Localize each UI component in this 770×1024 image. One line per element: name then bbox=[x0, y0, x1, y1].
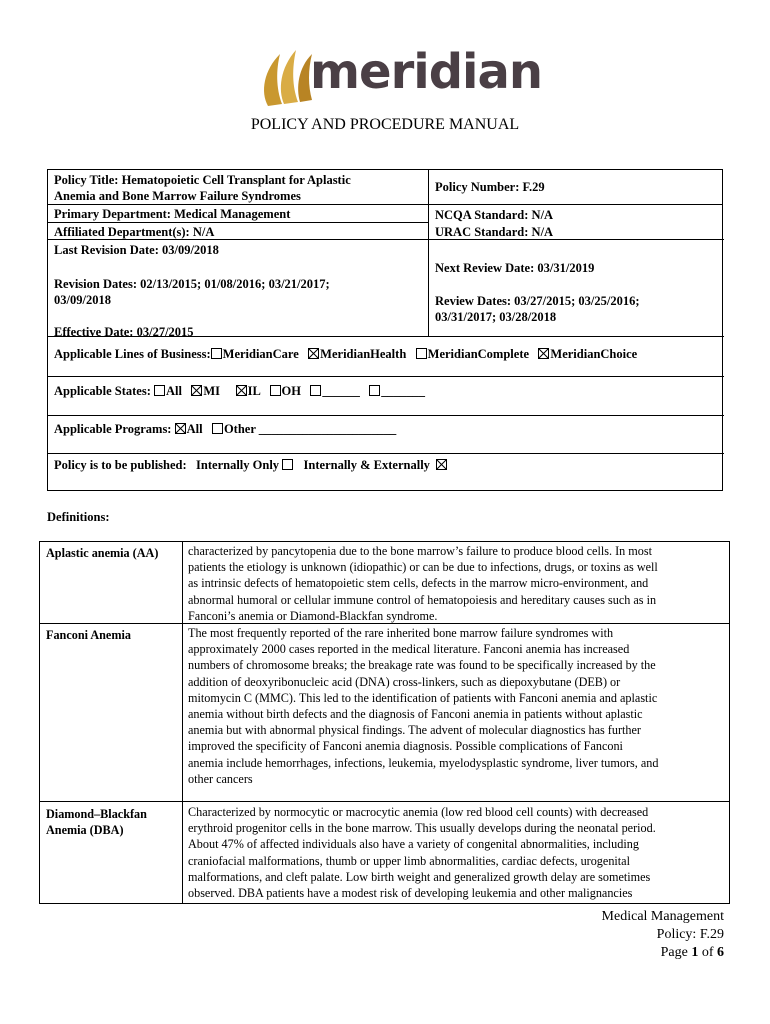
state-all-label: All bbox=[166, 384, 182, 398]
checkbox-meridianchoice[interactable] bbox=[538, 348, 549, 359]
checkbox-meridiancomplete[interactable] bbox=[416, 348, 427, 359]
manual-title: POLICY AND PROCEDURE MANUAL bbox=[250, 116, 520, 133]
definition-diamond-blackfan bbox=[188, 804, 726, 901]
internally-externally-label: Internally & Externally bbox=[303, 458, 430, 472]
term-fanconi-anemia: Fanconi Anemia bbox=[46, 628, 131, 642]
checkbox-program-other[interactable] bbox=[212, 423, 223, 434]
meridianchoice-label: MeridianChoice bbox=[550, 347, 638, 361]
state-other2-label: _______ bbox=[381, 384, 425, 398]
meridiancare-label: MeridianCare bbox=[222, 347, 299, 361]
page-of: of bbox=[698, 945, 717, 960]
effective-date: Effective Date: 03/27/2015 bbox=[54, 325, 194, 339]
internally-only-label: Internally Only bbox=[196, 458, 280, 472]
footer-policy: Policy: F.29 bbox=[656, 927, 724, 942]
definition-line: abnormal humoral or cellular immune control of hematopoiesis and hereditary causes such as in bbox=[188, 592, 657, 607]
next-review-date: Next Review Date: 03/31/2019 bbox=[435, 261, 595, 275]
definition-line: addition of deoxyribonucleic acid (DNA) cross-linkers, such as diepoxybutane (DEB) or bbox=[188, 674, 621, 689]
affiliated-departments: Affiliated Department(s): N/A bbox=[54, 225, 215, 239]
definition-line: as intrinsic defects of hematopoietic stem cells, defects in the marrow micro-environment, and bbox=[188, 576, 649, 591]
definition-line: About 47% of affected individuals also have a variety of congenital abnormalities, including bbox=[188, 837, 639, 852]
checkbox-internally-only[interactable] bbox=[282, 459, 293, 470]
ncqa-standard: NCQA Standard: N/A bbox=[435, 208, 554, 222]
term-aplastic-anemia: Aplastic anemia (AA) bbox=[46, 546, 159, 560]
checkbox-state-oh[interactable] bbox=[270, 385, 281, 396]
term-line: Anemia (DBA) bbox=[46, 823, 124, 837]
state-oh-label: OH bbox=[281, 384, 301, 398]
programs-row bbox=[54, 421, 396, 437]
checkbox-state-il[interactable] bbox=[236, 385, 247, 396]
definition-line: other cancers bbox=[188, 771, 253, 786]
definition-line: observed. DBA patients have a modest risk of developing leukemia and other malignancies bbox=[188, 886, 633, 901]
checkbox-meridianhealth[interactable] bbox=[308, 348, 319, 359]
state-other1-label: ______ bbox=[322, 384, 360, 398]
definition-line: improved the specificity of Fanconi anemia diagnosis. Possible complications of Fanconi bbox=[188, 739, 623, 754]
primary-department: Primary Department: Medical Management bbox=[54, 207, 291, 221]
definition-line: anemia include hemorrhages, infections, leukemia, myelodysplastic syndrome, liver tumors, and bbox=[188, 755, 659, 770]
policy-number: Policy Number: F.29 bbox=[435, 180, 545, 194]
definitions-label: Definitions: bbox=[47, 510, 110, 524]
published-row bbox=[54, 457, 448, 473]
definition-fanconi-anemia bbox=[188, 625, 726, 787]
definition-line: Characterized by normocytic or macrocytic anemia (low red blood cell counts) with decreased bbox=[188, 805, 649, 819]
lines-of-business-label: Applicable Lines of Business: bbox=[54, 347, 211, 361]
page-total: 6 bbox=[717, 945, 724, 960]
program-all-label: All bbox=[186, 422, 203, 436]
footer-department: Medical Management bbox=[601, 909, 724, 924]
definition-line: malformations, and cleft palate. Low birth weight and generalized growth delay are sometimes bbox=[188, 869, 651, 884]
programs-label: Applicable Programs: bbox=[54, 422, 172, 436]
definition-line: anemia without birth defects and the diagnosis of Fanconi anemia in patients without aplastic bbox=[188, 707, 643, 722]
checkbox-program-all[interactable] bbox=[175, 423, 186, 434]
lines-of-business-row bbox=[54, 346, 637, 362]
state-mi-label: MI bbox=[203, 384, 221, 398]
term-diamond-blackfan bbox=[46, 806, 147, 838]
definition-line: craniofacial malformations, thumb or upper limb abnormalities, cardiac defects, urogenital bbox=[188, 853, 630, 868]
page-footer bbox=[602, 908, 724, 962]
definition-line: patients the etiology is unknown (idiopathic) or can be due to infections, drugs, or toxins as well bbox=[188, 560, 658, 575]
checkbox-state-all[interactable] bbox=[154, 385, 165, 396]
revision-dates: Revision Dates: 02/13/2015; 01/08/2016; 03/21/2017; bbox=[54, 277, 330, 291]
last-revision-date: Last Revision Date: 03/09/2018 bbox=[54, 243, 219, 257]
published-label: Policy is to be published: bbox=[54, 458, 187, 472]
checkbox-meridiancare[interactable] bbox=[211, 348, 222, 359]
definition-line: The most frequently reported of the rare inherited bone marrow failure syndromes with bbox=[188, 626, 614, 640]
definition-line: Fanconi’s anemia or Diamond-Blackfan syndrome. bbox=[188, 608, 438, 623]
states-row bbox=[54, 383, 425, 399]
review-dates: Review Dates: 03/27/2015; 03/25/2016; bbox=[435, 294, 640, 308]
state-il-label: IL bbox=[247, 384, 261, 398]
definitions-table bbox=[39, 541, 730, 904]
meridianhealth-label: MeridianHealth bbox=[320, 347, 407, 361]
definition-line: approximately 2000 cases reported in the medical literature. Fanconi anemia has increased bbox=[188, 642, 630, 657]
checkbox-state-other2[interactable] bbox=[369, 385, 380, 396]
definition-line: mitomycin C (MMC). This led to the identification of patients with Fanconi anemia and aplastic bbox=[188, 690, 658, 705]
urac-standard: URAC Standard: N/A bbox=[435, 225, 554, 239]
program-other-label: Other ______________________ bbox=[223, 422, 397, 436]
states-label: Applicable States: bbox=[54, 384, 151, 398]
definition-aplastic-anemia bbox=[188, 543, 726, 624]
definition-line: anemia but with abnormal physical findings. The advent of molecular diagnostics has further bbox=[188, 723, 641, 738]
term-line: Diamond–Blackfan bbox=[46, 807, 147, 821]
checkbox-state-other1[interactable] bbox=[310, 385, 321, 396]
definition-line: characterized by pancytopenia due to the bone marrow’s failure to produce blood cells. In most bbox=[188, 544, 652, 558]
definition-line: numbers of chromosome breaks; the breakage rate was found to be specifically increased by the bbox=[188, 658, 656, 673]
definition-line: erythroid progenitor cells in the bone marrow. This usually develops during the neonatal period. bbox=[188, 821, 656, 836]
policy-header-table bbox=[47, 169, 723, 491]
checkbox-internally-externally[interactable] bbox=[436, 459, 447, 470]
footer-page bbox=[602, 944, 724, 962]
review-dates-continued: 03/31/2017; 03/28/2018 bbox=[435, 310, 557, 324]
page-prefix: Page bbox=[660, 945, 692, 960]
logo-wordmark: meridian bbox=[310, 44, 543, 100]
meridiancomplete-label: MeridianComplete bbox=[427, 347, 530, 361]
policy-title-continued: Anemia and Bone Marrow Failure Syndromes bbox=[54, 189, 301, 203]
checkbox-state-mi[interactable] bbox=[191, 385, 202, 396]
page-number: 1 bbox=[691, 945, 699, 960]
policy-title: Policy Title: Hematopoietic Cell Transplant for Aplastic bbox=[54, 173, 351, 187]
revision-dates-continued: 03/09/2018 bbox=[54, 293, 111, 307]
